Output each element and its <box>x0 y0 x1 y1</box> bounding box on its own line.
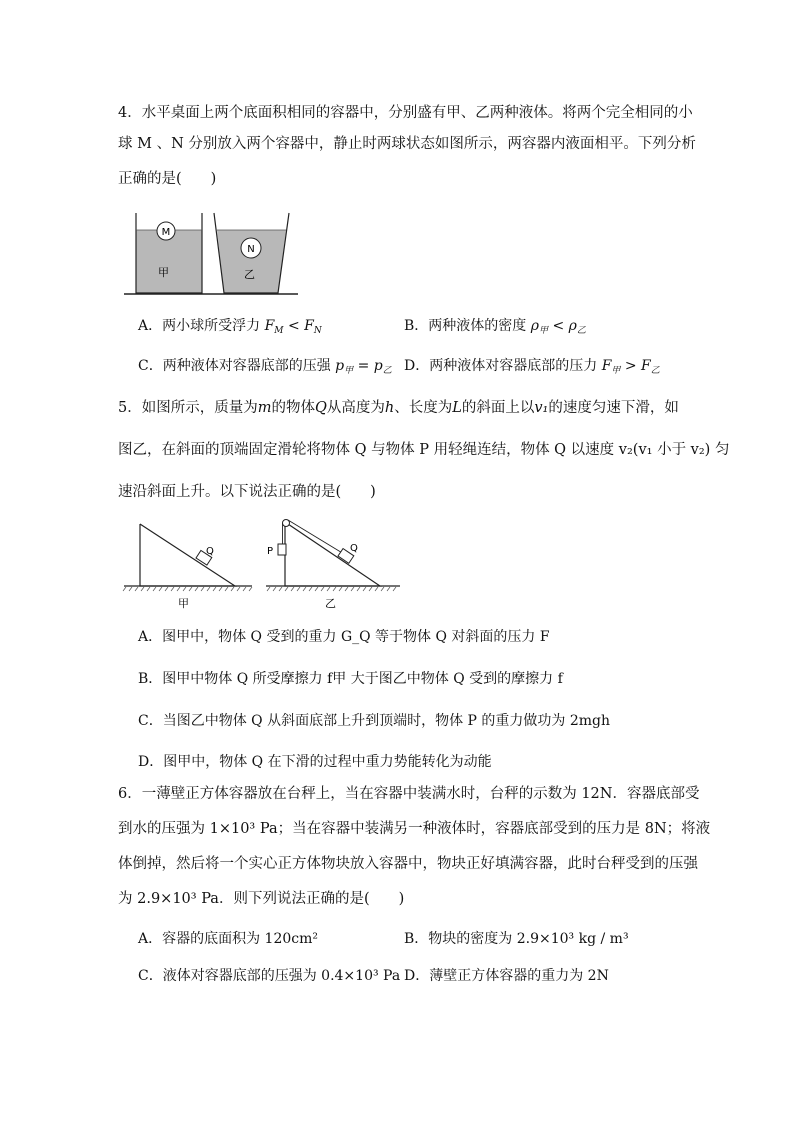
q4-option-c-math: $p_甲 = p_乙$ <box>335 358 392 376</box>
block-p <box>278 544 286 555</box>
q6-option-c: C．液体对容器底部的压强为 0.4×10³ Pa <box>138 968 401 984</box>
q5-label-q-right: Q <box>350 543 358 554</box>
q5-label-jia: 甲 <box>178 597 189 610</box>
q5-stem-line1: 5．如图所示，质量为m的物体Q从高度为h、长度为L的斜面上以v₁的速度匀速下滑，如 <box>118 400 679 416</box>
q5-stem-line2: 图乙，在斜面的顶端固定滑轮将物体 Q 与物体 P 用轻绳连结，物体 Q 以速度 v₂(v₁ 小于 v₂) 匀 <box>118 442 730 458</box>
incline-yi <box>285 522 380 586</box>
q4-figure <box>120 208 300 300</box>
q5-option-d: D．图甲中，物体 Q 在下滑的过程中重力势能转化为动能 <box>138 754 492 770</box>
label-yi: 乙 <box>244 268 255 281</box>
q4-option-d-math: $F_甲 > F_乙$ <box>601 358 660 376</box>
q5-option-a: A．图甲中，物体 Q 受到的重力 G_Q 等于物体 Q 对斜面的压力 F <box>138 629 550 645</box>
q5-option-c: C．当图乙中物体 Q 从斜面底部上升到顶端时，物体 P 的重力做功为 2mgh <box>138 713 611 729</box>
q6-stem-line4: 为 2.9×10³ Pa．则下列说法正确的是( ) <box>118 891 405 907</box>
ball-m-label: M <box>161 227 171 238</box>
q4-option-c: C．两种液体对容器底部的压强 $p_甲 = p_乙$ <box>138 358 392 376</box>
q6-option-d: D．薄壁正方体容器的重力为 2N <box>404 968 609 984</box>
q6-option-b: B．物块的密度为 2.9×10³ kg / m³ <box>404 931 629 947</box>
q6-option-a: A．容器的底面积为 120cm² <box>138 931 319 947</box>
q5-label-yi: 乙 <box>325 597 336 610</box>
q5-label-p: P <box>267 546 274 557</box>
incline-jia <box>140 524 235 586</box>
q4-stem-line1: 4．水平桌面上两个底面积相同的容器中，分别盛有甲、乙两种液体。将两个完全相同的小 <box>118 105 693 121</box>
q5-stem-line3: 速沿斜面上升。以下说法正确的是( ) <box>118 484 376 500</box>
q6-stem-line3: 体倒掉，然后将一个实心正方体物块放入容器中，物块正好填满容器，此时台秤受到的压强 <box>118 856 698 872</box>
q5-option-b: B．图甲中物体 Q 所受摩擦力 f甲 大于图乙中物体 Q 受到的摩擦力 f <box>138 671 563 687</box>
q5-figure <box>120 516 410 612</box>
ball-n-label: N <box>247 244 255 255</box>
q4-option-a-math: $F_M < F_N$ <box>264 318 322 336</box>
q4-option-b-math: $\rho_甲 < \rho_乙$ <box>530 318 586 336</box>
q5-label-q-left: Q <box>206 546 214 557</box>
q4-option-b: B．两种液体的密度 $\rho_甲 < \rho_乙$ <box>404 318 586 336</box>
q4-option-d: D．两种液体对容器底部的压力 $F_甲 > F_乙$ <box>404 358 660 376</box>
q6-stem-line2: 到水的压强为 1×10³ Pa；当在容器中装满另一种液体时，容器底部受到的压力是 8N；将液 <box>118 821 711 837</box>
rope-incline <box>288 520 344 554</box>
label-jia: 甲 <box>158 266 169 279</box>
q4-stem-line3: 正确的是( ) <box>118 171 217 187</box>
q6-stem-line1: 6．一薄壁正方体容器放在台秤上，当在容器中装满水时，台秤的示数为 12N．容器底部受 <box>118 786 700 802</box>
q4-option-a: A．两小球所受浮力 $F_M < F_N$ <box>138 318 322 336</box>
q4-stem-line2: 球 M 、N 分别放入两个容器中，静止时两球状态如图所示，两容器内液面相平。下列分析 <box>118 136 696 152</box>
